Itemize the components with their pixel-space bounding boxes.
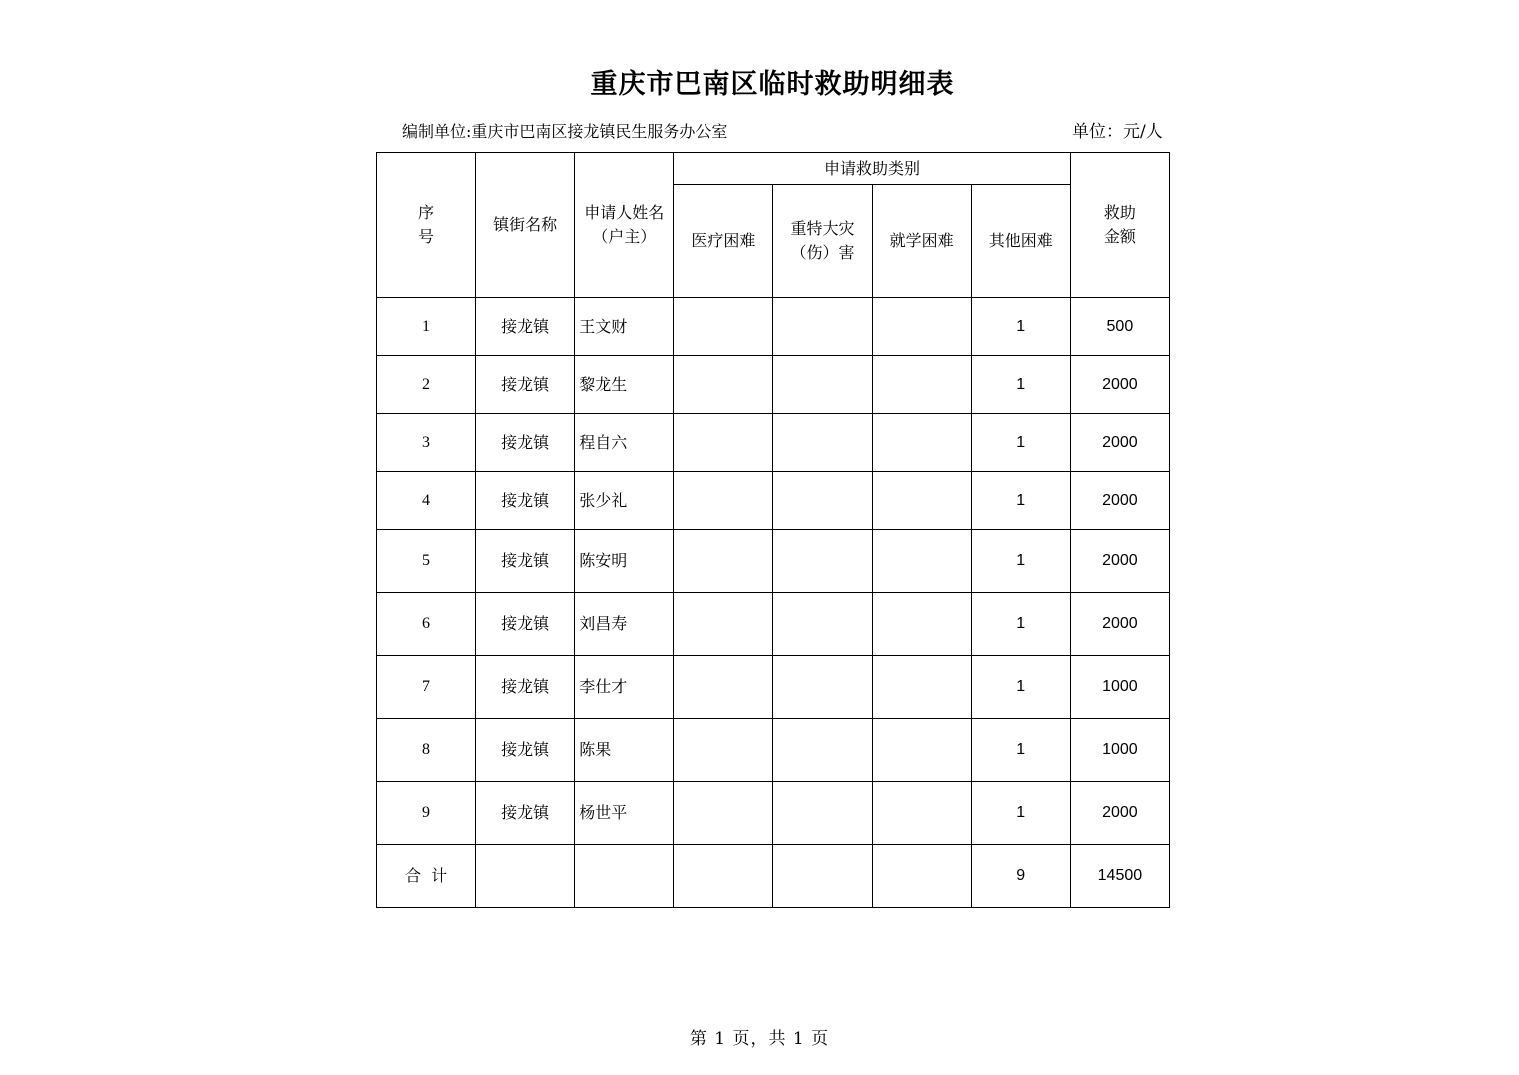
row-other: 1 — [971, 719, 1070, 782]
relief-table — [376, 152, 1170, 908]
row-street: 接龙镇 — [476, 656, 575, 719]
row-disaster — [773, 530, 872, 593]
row-seq: 5 — [377, 530, 476, 593]
row-amount: 1000 — [1070, 719, 1169, 782]
row-street: 接龙镇 — [476, 719, 575, 782]
total-amount: 14500 — [1070, 845, 1169, 908]
table-row — [377, 530, 1170, 593]
row-name: 陈果 — [575, 719, 674, 782]
row-education — [872, 782, 971, 845]
row-medical — [674, 719, 773, 782]
total-name — [575, 845, 674, 908]
row-medical — [674, 472, 773, 530]
row-name: 李仕才 — [575, 656, 674, 719]
row-seq: 6 — [377, 593, 476, 656]
row-seq: 2 — [377, 356, 476, 414]
total-medical — [674, 845, 773, 908]
header-disaster — [773, 185, 872, 298]
row-name: 刘昌寿 — [575, 593, 674, 656]
row-amount: 2000 — [1070, 356, 1169, 414]
row-name: 陈安明 — [575, 530, 674, 593]
row-disaster — [773, 356, 872, 414]
header-amount-line1: 救助 — [1103, 203, 1136, 222]
table-row — [377, 656, 1170, 719]
row-name: 程自六 — [575, 414, 674, 472]
row-amount: 2000 — [1070, 472, 1169, 530]
row-other: 1 — [971, 298, 1070, 356]
row-seq: 3 — [377, 414, 476, 472]
row-education — [872, 298, 971, 356]
header-applicant-line2: （户主） — [592, 227, 657, 246]
row-medical — [674, 414, 773, 472]
row-education — [872, 719, 971, 782]
row-seq: 7 — [377, 656, 476, 719]
header-disaster-line2: （伤）害 — [790, 243, 855, 262]
total-row — [377, 845, 1170, 908]
table-row — [377, 593, 1170, 656]
table-row — [377, 782, 1170, 845]
row-education — [872, 472, 971, 530]
row-medical — [674, 656, 773, 719]
row-amount: 500 — [1070, 298, 1169, 356]
row-name: 黎龙生 — [575, 356, 674, 414]
header-category: 申请救助类别 — [674, 153, 1070, 185]
row-education — [872, 530, 971, 593]
table-row — [377, 719, 1170, 782]
total-education — [872, 845, 971, 908]
header-applicant-line1: 申请人姓名 — [584, 203, 665, 222]
row-street: 接龙镇 — [476, 298, 575, 356]
total-disaster — [773, 845, 872, 908]
header-seq-line1: 序 — [418, 203, 435, 222]
row-education — [872, 356, 971, 414]
row-other: 1 — [971, 782, 1070, 845]
header-seq — [377, 153, 476, 298]
table-row — [377, 414, 1170, 472]
total-label: 合 计 — [377, 845, 476, 908]
row-street: 接龙镇 — [476, 593, 575, 656]
row-medical — [674, 782, 773, 845]
row-other: 1 — [971, 656, 1070, 719]
table-row — [377, 356, 1170, 414]
row-name: 张少礼 — [575, 472, 674, 530]
row-disaster — [773, 656, 872, 719]
table-row — [377, 472, 1170, 530]
header-applicant — [575, 153, 674, 298]
row-seq: 8 — [377, 719, 476, 782]
header-street: 镇街名称 — [476, 153, 575, 298]
row-seq: 9 — [377, 782, 476, 845]
row-other: 1 — [971, 414, 1070, 472]
row-medical — [674, 298, 773, 356]
row-medical — [674, 356, 773, 414]
header-row-1 — [377, 153, 1170, 185]
row-seq: 1 — [377, 298, 476, 356]
row-amount: 2000 — [1070, 414, 1169, 472]
header-amount — [1070, 153, 1169, 298]
row-other: 1 — [971, 530, 1070, 593]
row-amount: 2000 — [1070, 530, 1169, 593]
row-name: 杨世平 — [575, 782, 674, 845]
row-disaster — [773, 719, 872, 782]
row-other: 1 — [971, 593, 1070, 656]
header-seq-line2: 号 — [418, 227, 435, 246]
row-name: 王文财 — [575, 298, 674, 356]
row-other: 1 — [971, 472, 1070, 530]
row-street: 接龙镇 — [476, 530, 575, 593]
row-disaster — [773, 593, 872, 656]
page-footer: 第 1 页，共 1 页 — [689, 1029, 830, 1049]
unit-label: 单位：元/人 — [1072, 122, 1163, 142]
row-seq: 4 — [377, 472, 476, 530]
row-street: 接龙镇 — [476, 472, 575, 530]
total-other: 9 — [971, 845, 1070, 908]
row-disaster — [773, 414, 872, 472]
header-education: 就学困难 — [872, 185, 971, 298]
row-medical — [674, 530, 773, 593]
row-medical — [674, 593, 773, 656]
row-amount: 2000 — [1070, 593, 1169, 656]
row-street: 接龙镇 — [476, 414, 575, 472]
compile-unit: 编制单位:重庆市巴南区接龙镇民生服务办公室 — [402, 122, 728, 141]
row-education — [872, 414, 971, 472]
page-title: 重庆市巴南区临时救助明细表 — [590, 69, 955, 100]
table-row — [377, 298, 1170, 356]
header-other: 其他困难 — [971, 185, 1070, 298]
header-disaster-line1: 重特大灾 — [790, 219, 855, 238]
row-amount: 1000 — [1070, 656, 1169, 719]
header-amount-line2: 金额 — [1103, 227, 1136, 246]
total-street — [476, 845, 575, 908]
row-street: 接龙镇 — [476, 782, 575, 845]
row-disaster — [773, 782, 872, 845]
row-street: 接龙镇 — [476, 356, 575, 414]
row-disaster — [773, 472, 872, 530]
header-medical: 医疗困难 — [674, 185, 773, 298]
row-amount: 2000 — [1070, 782, 1169, 845]
row-education — [872, 656, 971, 719]
row-education — [872, 593, 971, 656]
row-disaster — [773, 298, 872, 356]
row-other: 1 — [971, 356, 1070, 414]
